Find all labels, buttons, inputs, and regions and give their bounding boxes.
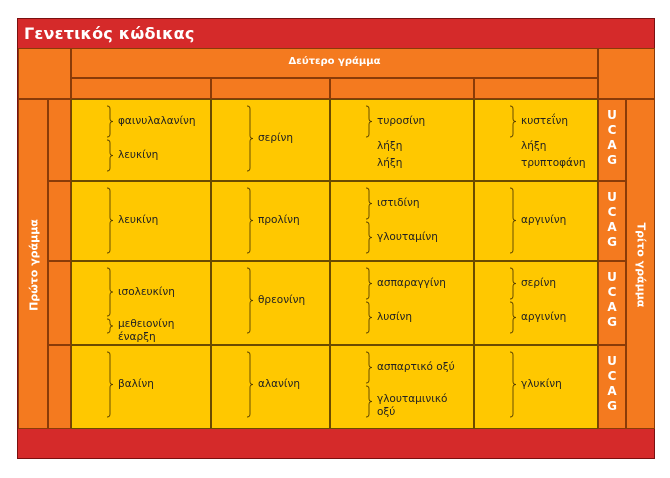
codon-cell-UU — [71, 99, 211, 181]
third-letter-C: C — [607, 123, 617, 137]
third-letter-A: A — [607, 138, 617, 152]
third-letter-list — [601, 108, 623, 168]
genetic-code-table — [17, 18, 655, 459]
amino-acid-label: προλίνη — [258, 214, 300, 226]
amino-acid-brace — [246, 187, 254, 254]
amino-acid-label: ασπαραγγίνη — [377, 277, 446, 289]
amino-acid-brace — [246, 351, 254, 418]
amino-acid-brace — [365, 221, 373, 254]
third-letter-title: Τρίτο γράμμα — [634, 222, 648, 308]
amino-acid-label: ιστιδίνη — [377, 197, 420, 209]
second-letter-A — [330, 78, 474, 99]
amino-acid-label: γλυκίνη — [521, 378, 562, 390]
amino-acid-label: γλουταμινικό οξύ — [377, 393, 448, 418]
first-letter-cell-A — [48, 261, 71, 345]
amino-acid-brace — [365, 301, 373, 334]
amino-acid-brace — [365, 187, 373, 220]
amino-acid-label: αργινίνη — [521, 214, 567, 226]
amino-acid-brace — [246, 267, 254, 334]
amino-acid-brace — [365, 267, 373, 300]
amino-acid-brace — [106, 351, 114, 418]
third-letter-C: C — [607, 205, 617, 219]
third-letter-A: A — [607, 300, 617, 314]
first-letter-cell-G — [48, 345, 71, 429]
amino-acid-brace — [509, 267, 517, 300]
third-letter-header — [626, 99, 655, 429]
amino-acid-label: σερίνη — [258, 132, 294, 144]
second-letter-header — [71, 48, 598, 78]
first-letter-cell-U — [48, 99, 71, 181]
amino-acid-label: λευκίνη — [118, 149, 159, 161]
third-letter-G: G — [607, 235, 617, 249]
amino-acid-label: λήξη — [377, 157, 403, 169]
amino-acid-brace — [106, 267, 114, 317]
third-letter-U: U — [607, 270, 617, 284]
first-letter-title: Πρώτο γράμμα — [27, 219, 41, 311]
third-letter-U: U — [607, 354, 617, 368]
third-letter-A: A — [607, 220, 617, 234]
amino-acid-brace — [509, 105, 517, 138]
first-letter-cell-C — [48, 181, 71, 261]
second-letter-U — [71, 78, 211, 99]
third-letter-G: G — [607, 153, 617, 167]
amino-acid-label: λευκίνη — [118, 214, 159, 226]
amino-acid-brace — [106, 139, 114, 172]
amino-acid-label: τρυπτοφάνη — [521, 157, 586, 169]
second-letter-title: Δεύτερο γράμμα — [288, 56, 381, 67]
amino-acid-brace — [246, 105, 254, 172]
amino-acid-brace — [509, 187, 517, 254]
corner-block-right — [598, 48, 655, 99]
first-letter-header — [18, 99, 48, 429]
third-letter-U: U — [607, 190, 617, 204]
amino-acid-label: αλανίνη — [258, 378, 300, 390]
third-letter-list — [601, 354, 623, 414]
amino-acid-brace — [365, 385, 373, 418]
amino-acid-label: ασπαρτικό οξύ — [377, 361, 455, 373]
amino-acid-label: σερίνη — [521, 277, 557, 289]
amino-acid-label: αργινίνη — [521, 311, 567, 323]
amino-acid-brace — [509, 351, 517, 418]
amino-acid-label: ισολευκίνη — [118, 285, 175, 298]
codon-cell-CA — [330, 181, 474, 261]
amino-acid-brace — [106, 187, 114, 254]
third-letter-A: A — [607, 384, 617, 398]
second-letter-C — [211, 78, 330, 99]
amino-acid-label: λήξη — [521, 140, 547, 152]
amino-acid-label: λήξη — [377, 140, 403, 152]
amino-acid-label: βαλίνη — [118, 378, 154, 390]
codon-cell-AG — [474, 261, 598, 345]
amino-acid-label: φαινυλαλανίνη — [118, 115, 196, 127]
amino-acid-brace — [509, 301, 517, 334]
codon-cell-AA — [330, 261, 474, 345]
third-letter-G: G — [607, 399, 617, 413]
corner-block — [18, 48, 71, 99]
third-letter-C: C — [607, 369, 617, 383]
amino-acid-label: κυστεΐνη — [521, 115, 568, 127]
amino-acid-label: θρεονίνη — [258, 294, 306, 306]
amino-acid-label: τυροσίνη — [377, 115, 426, 127]
third-letter-U: U — [607, 108, 617, 122]
second-letter-G — [474, 78, 598, 99]
third-letter-C: C — [607, 285, 617, 299]
amino-acid-brace — [365, 351, 373, 384]
amino-acid-label: λυσίνη — [377, 311, 413, 323]
third-letter-G: G — [607, 315, 617, 329]
third-letter-list — [601, 190, 623, 250]
page-title: Γενετικός κώδικας — [24, 24, 195, 43]
third-letter-list — [601, 270, 623, 330]
amino-acid-brace — [365, 105, 373, 138]
amino-acid-brace — [106, 318, 114, 334]
amino-acid-label: γλουταμίνη — [377, 231, 438, 243]
amino-acid-label: μεθειονίνη έναρξη — [118, 317, 175, 343]
amino-acid-brace — [106, 105, 114, 138]
